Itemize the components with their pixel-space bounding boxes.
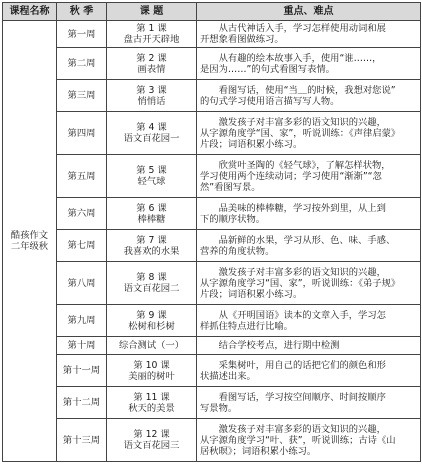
points-line: 看图写话，学习按空间顺序、时间按顺序 xyxy=(200,391,386,403)
lesson-title: 秋天的美景 xyxy=(128,402,175,414)
table-row xyxy=(3,155,421,198)
lesson-number: 第 1 课 xyxy=(136,23,167,34)
table-row xyxy=(3,355,421,387)
points-cell xyxy=(197,230,421,262)
lesson-number: 第 2 课 xyxy=(136,52,167,64)
points-line: 的句式学习使用语言描写写人物。 xyxy=(200,95,340,107)
table-row xyxy=(3,262,421,305)
lesson-cell xyxy=(107,198,197,230)
lesson-number: 第 9 课 xyxy=(136,309,167,321)
points-cell xyxy=(197,48,421,80)
table-row xyxy=(3,112,421,155)
lesson-number: 第 8 课 xyxy=(136,272,167,283)
lesson-title: 画表情 xyxy=(137,63,166,75)
lesson-number: 第 11 课 xyxy=(133,391,170,403)
lesson-number: 第 5 课 xyxy=(136,165,167,176)
course-name-cell xyxy=(3,21,57,462)
week-cell: 第四周 xyxy=(57,112,107,155)
points-line: 品美味的棒棒糖，学习按外到里，从上到 xyxy=(200,202,386,214)
lesson-cell xyxy=(107,48,197,80)
table-row xyxy=(3,80,421,112)
points-line: 样抓住特点进行比喻。 xyxy=(200,320,293,332)
points-line: 从字源角度学习“国、家”，听说训练：《弟子规》 xyxy=(200,277,401,289)
lesson-title: 棒棒糖 xyxy=(137,213,166,225)
points-cell xyxy=(197,337,421,355)
week-cell: 第十三周 xyxy=(57,419,107,462)
points-line: 从古代神话入手，学习怎样使用动词和展 xyxy=(200,23,386,34)
week-cell: 第九周 xyxy=(57,305,107,337)
points-line: 从有趣的绘本故事入手，使用“谁……， xyxy=(200,52,382,64)
lesson-number: 第 7 课 xyxy=(136,234,167,246)
table-row xyxy=(3,198,421,230)
lesson-cell xyxy=(107,262,197,305)
week-cell: 第十周 xyxy=(57,337,107,355)
points-line: 开想象看图做练习。 xyxy=(200,34,284,45)
points-line: 下的顺序状物。 xyxy=(200,213,266,225)
points-cell xyxy=(197,262,421,305)
lesson-number: 第 4 课 xyxy=(136,122,167,133)
table-row xyxy=(3,21,421,48)
points-line: 从《开明国语》读本的文章入手，学习怎 xyxy=(200,309,386,321)
points-cell xyxy=(197,112,421,155)
lesson-cell xyxy=(107,419,197,462)
lesson-title: 美丽的树叶 xyxy=(128,370,175,382)
lesson-number: 第 3 课 xyxy=(136,84,167,96)
week-cell: 第二周 xyxy=(57,48,107,80)
points-line: 从字源角度学“国、家”，听说训练：《声律启蒙》 xyxy=(200,127,401,139)
header-lesson-topic: 课 题 xyxy=(107,3,197,21)
points-line: 营养的角度状物。 xyxy=(200,245,275,257)
points-line: 写景物。 xyxy=(200,402,238,414)
lesson-cell xyxy=(107,355,197,387)
lesson-title: 轻气球 xyxy=(137,176,166,187)
lesson-number: 第 12 课 xyxy=(133,429,170,440)
header-season: 秋 季 xyxy=(57,3,107,21)
points-line: 从字源角度学习“叶、获”，听说训练；古诗《山 xyxy=(200,434,396,446)
points-cell xyxy=(197,305,421,337)
lesson-title: 悄悄话 xyxy=(137,95,166,107)
lesson-title: 盘古开天辟地 xyxy=(123,34,180,45)
lesson-cell xyxy=(107,80,197,112)
points-line: 是因为……”的句式看图写表情。 xyxy=(200,63,335,75)
course-name-line: 二年级秋 xyxy=(10,241,49,252)
points-cell xyxy=(197,198,421,230)
lesson-cell xyxy=(107,387,197,419)
points-line: 居秋暝》；词语积累小练习。 xyxy=(200,445,317,457)
points-line: 片段；词语积累小练习。 xyxy=(200,288,303,300)
lesson-cell xyxy=(107,337,197,355)
points-line: 激发孩子对丰富多彩的语文知识的兴趣， xyxy=(200,116,386,128)
points-line: 看图写话，使用“当＿的时候，我想对您说” xyxy=(200,84,396,96)
table-row xyxy=(3,419,421,462)
course-name-line: 酷孩作文 xyxy=(10,230,49,241)
lesson-title: 语文百花园三 xyxy=(123,440,180,451)
lesson-title: 我喜欢的水果 xyxy=(123,245,180,257)
points-line: 结合学校考点，进行期中检测 xyxy=(200,340,340,351)
week-cell: 第八周 xyxy=(57,262,107,305)
curriculum-table xyxy=(2,2,421,462)
points-line: 欣赏叶圣陶的《轻气球》，了解怎样状物， xyxy=(200,159,391,171)
week-cell: 第十一周 xyxy=(57,355,107,387)
points-line: 激发孩子对丰富多彩的语文知识的兴趣， xyxy=(200,266,386,278)
lesson-title: 语文百花园二 xyxy=(123,283,180,294)
table-row xyxy=(3,230,421,262)
table-row xyxy=(3,48,421,80)
lesson-cell xyxy=(107,21,197,48)
points-line: 学习使用两个连续动词；学习使用“渐渐”“忽 xyxy=(200,170,382,182)
week-cell: 第十二周 xyxy=(57,387,107,419)
points-line: 然”看图写景。 xyxy=(200,181,261,193)
week-cell: 第六周 xyxy=(57,198,107,230)
lesson-cell xyxy=(107,155,197,198)
lesson-title: 综合测试（一） xyxy=(118,340,185,351)
lesson-cell xyxy=(107,112,197,155)
week-cell: 第一周 xyxy=(57,21,107,48)
lesson-cell xyxy=(107,305,197,337)
points-line: 状描述出来。 xyxy=(200,370,256,382)
table-row xyxy=(3,337,421,355)
header-course-name: 课程名称 xyxy=(3,3,57,21)
lesson-title: 松树和杉树 xyxy=(128,320,175,332)
points-line: 片段；词语积累小练习。 xyxy=(200,138,303,150)
points-cell xyxy=(197,387,421,419)
lesson-number: 第 6 课 xyxy=(136,202,167,214)
week-cell: 第七周 xyxy=(57,230,107,262)
points-cell xyxy=(197,155,421,198)
table-row xyxy=(3,305,421,337)
points-cell xyxy=(197,21,421,48)
header-row xyxy=(3,3,421,21)
points-cell xyxy=(197,419,421,462)
lesson-number: 第 10 课 xyxy=(133,359,170,371)
points-cell xyxy=(197,355,421,387)
table-row xyxy=(3,387,421,419)
lesson-cell xyxy=(107,230,197,262)
week-cell: 第三周 xyxy=(57,80,107,112)
lesson-title: 语文百花园一 xyxy=(123,133,180,144)
week-cell: 第五周 xyxy=(57,155,107,198)
points-cell xyxy=(197,80,421,112)
points-line: 品新鲜的水果，学习从形、色、味、手感、 xyxy=(200,234,396,246)
header-key-points: 重点、难点 xyxy=(197,3,421,21)
points-line: 激发孩子对丰富多彩的语文知识的兴趣， xyxy=(200,423,386,435)
points-line: 采集树叶，用自己的话把它们的颜色和形 xyxy=(200,359,386,371)
